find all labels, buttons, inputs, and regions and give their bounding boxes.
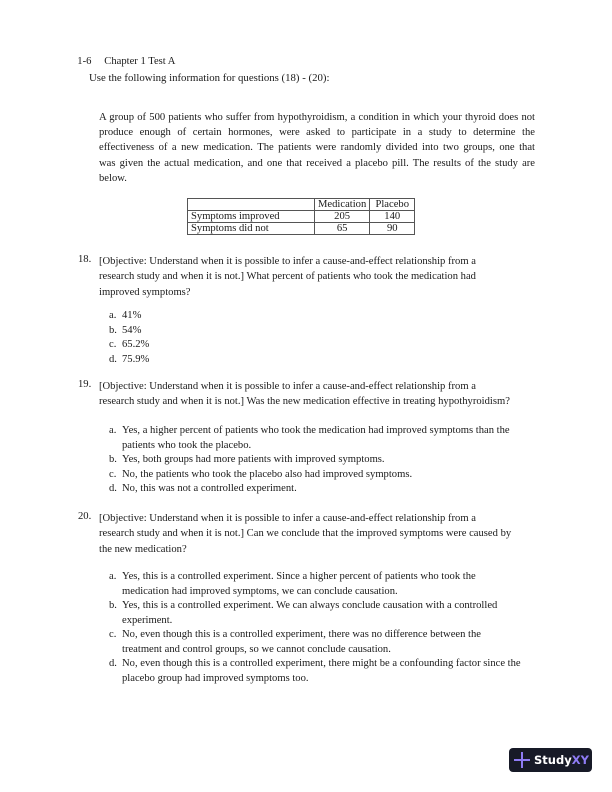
option-text: Yes, both groups had more patients with improved symptoms. bbox=[122, 454, 385, 465]
table-header-cell: Medication bbox=[315, 199, 370, 211]
question-line: [Objective: Understand when it is possible to infer a cause-and-effect relationship from a bbox=[99, 256, 476, 267]
table-header-row bbox=[188, 199, 415, 211]
page-header bbox=[72, 45, 175, 67]
badge-text-primary: Study bbox=[534, 753, 572, 767]
page-number: 1-6 bbox=[77, 56, 92, 67]
option-text: treatment and control groups, so we cannot conclude causation. bbox=[122, 643, 391, 655]
option-text: Yes, this is a controlled experiment. Since a higher percent of patients who took the bbox=[122, 571, 476, 582]
table-cell: 90 bbox=[370, 223, 415, 235]
option-letter: c. bbox=[109, 339, 117, 350]
passage-line: produce enough of certain hormones, were asked to participate in a study to determine the bbox=[99, 127, 535, 139]
table-row bbox=[188, 223, 415, 235]
option-letter: b. bbox=[109, 454, 117, 465]
passage-line: below. bbox=[99, 172, 127, 184]
table-header-cell: Placebo bbox=[370, 199, 415, 211]
question-line: improved symptoms? bbox=[99, 286, 191, 298]
option-letter: c. bbox=[109, 469, 117, 480]
results-table bbox=[187, 198, 415, 235]
option-letter: a. bbox=[109, 310, 117, 321]
table-header-cell bbox=[188, 199, 315, 211]
question-number: 20. bbox=[78, 511, 92, 522]
question-line: [Objective: Understand when it is possible to infer a cause-and-effect relationship from a bbox=[99, 513, 476, 524]
passage bbox=[99, 110, 535, 186]
chapter-title: Chapter 1 Test A bbox=[104, 56, 176, 67]
question-line: research study and when it is not.] What percent of patients who took the medication had bbox=[99, 271, 476, 283]
question-text bbox=[99, 254, 539, 300]
option-text: No, the patients who took the placebo also had improved symptoms. bbox=[122, 469, 413, 480]
badge-text-accent: XY bbox=[571, 753, 589, 767]
passage-line: was given the actual medication, and one that received a placebo pill. The results of the study are bbox=[99, 157, 535, 169]
option-text: Yes, a higher percent of patients who took the medication had improved symptoms than the bbox=[122, 425, 510, 436]
table-row bbox=[188, 211, 415, 223]
option-letter: b. bbox=[109, 600, 117, 611]
option-text: No, even though this is a controlled experiment, there was no difference between the bbox=[122, 629, 481, 640]
studyxy-badge[interactable] bbox=[509, 748, 592, 772]
question-number: 19. bbox=[78, 379, 92, 390]
option-letter: c. bbox=[109, 629, 117, 640]
question-line: the new medication? bbox=[99, 543, 187, 555]
passage-line: effectiveness of a new medication. The patients were randomly divided into two groups, one that bbox=[99, 142, 535, 154]
option-text: medication had improved symptoms, we can conclude causation. bbox=[122, 585, 398, 597]
table-cell: 205 bbox=[315, 211, 370, 223]
option-text: 75.9% bbox=[122, 354, 150, 365]
option-text: experiment. bbox=[122, 614, 173, 626]
question-line: [Objective: Understand when it is possible to infer a cause-and-effect relationship from a bbox=[99, 381, 476, 392]
question-text bbox=[99, 379, 559, 410]
question-line: research study and when it is not.] Can we conclude that the improved symptoms were caused by bbox=[99, 528, 512, 540]
question-text bbox=[99, 511, 539, 557]
option-text: 65.2% bbox=[122, 339, 150, 350]
question-line: research study and when it is not.] Was the new medication effective in treating hypothyroidism? bbox=[99, 396, 510, 408]
option-letter: d. bbox=[109, 658, 117, 669]
option-letter: d. bbox=[109, 483, 117, 494]
option-letter: a. bbox=[109, 425, 117, 436]
option-text: placebo group had improved symptoms too. bbox=[122, 672, 309, 684]
option-text: No, even though this is a controlled experiment, there might be a confounding factor since the bbox=[122, 658, 521, 669]
table-cell: Symptoms improved bbox=[188, 211, 315, 223]
option-text: 54% bbox=[122, 325, 142, 336]
instructions: Use the following information for questions (18) - (20): bbox=[89, 72, 330, 84]
passage-line: A group of 500 patients who suffer from hypothyroidism, a condition in which your thyroid does not bbox=[99, 112, 535, 123]
table-cell: Symptoms did not bbox=[188, 223, 315, 235]
option-text: Yes, this is a controlled experiment. We can always conclude causation with a controlled bbox=[122, 600, 498, 611]
option-text: 41% bbox=[122, 310, 142, 321]
option-letter: b. bbox=[109, 325, 117, 336]
question-number: 18. bbox=[78, 254, 92, 265]
table-cell: 65 bbox=[315, 223, 370, 235]
option-letter: a. bbox=[109, 571, 117, 582]
plus-icon bbox=[514, 752, 530, 768]
option-letter: d. bbox=[109, 354, 117, 365]
table-cell: 140 bbox=[370, 211, 415, 223]
option-text: patients who took the placebo. bbox=[122, 439, 252, 451]
option-text: No, this was not a controlled experiment. bbox=[122, 483, 297, 494]
